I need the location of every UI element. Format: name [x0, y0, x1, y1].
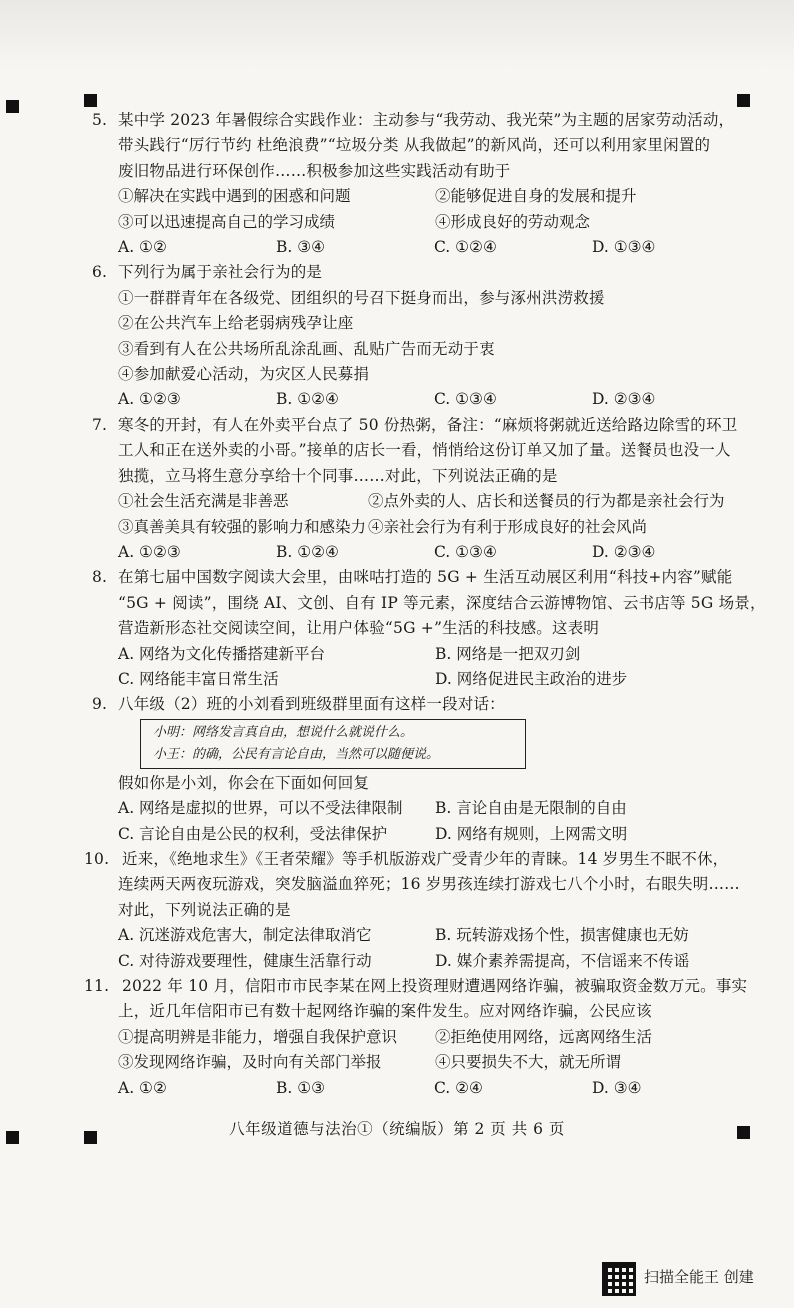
- question-7: [92, 413, 752, 565]
- statement-item: ③发现网络诈骗，及时向有关部门举报: [118, 1053, 382, 1072]
- question-stem: 上，近几年信阳市已有数十起网络诈骗的案件发生。应对网络诈骗，公民应该: [118, 1002, 652, 1021]
- answer-choice[interactable]: C. 对待游戏要理性，健康生活靠行动: [118, 951, 372, 970]
- question-11: [84, 974, 752, 1101]
- answer-choice[interactable]: B. ①②④: [276, 542, 339, 561]
- question-stem: 八年级（2）班的小刘看到班级群里面有这样一段对话：: [118, 695, 505, 714]
- answer-choice[interactable]: C. 网络能丰富日常生活: [118, 669, 279, 688]
- statement-item: ①提高明辨是非能力，增强自我保护意识: [118, 1027, 398, 1046]
- statement-item: ③真善美具有较强的影响力和感染力: [118, 517, 367, 536]
- statement-item: ④只要损失不大，就无所谓: [435, 1053, 622, 1072]
- answer-choice[interactable]: C. 言论自由是公民的权利，受法律保护: [118, 824, 388, 843]
- answer-choice[interactable]: A. 网络为文化传播搭建新平台: [118, 644, 326, 663]
- statement-item: ④形成良好的劳动观念: [435, 212, 591, 231]
- answer-choice[interactable]: D. ③④: [592, 1078, 642, 1097]
- answer-choice[interactable]: A. ①②③: [118, 390, 181, 409]
- question-stem: 营造新形态社交阅读空间，让用户体验“5G +”生活的科技感。这表明: [118, 619, 600, 638]
- question-stem: 独揽，立马将生意分享给十个同事……对此，下列说法正确的是: [118, 466, 558, 485]
- answer-choice[interactable]: D. ②③④: [592, 390, 656, 409]
- question-number: 5.: [92, 111, 108, 129]
- statement-item: ③看到有人在公共场所乱涂乱画、乱贴广告而无动于衷: [118, 339, 495, 358]
- question-6: [92, 260, 752, 412]
- answer-choice[interactable]: A. 网络是虚拟的世界，可以不受法律限制: [118, 799, 403, 818]
- statement-item: ④参加献爱心活动，为灾区人民募捐: [118, 365, 370, 384]
- page-footer: 八年级道德与法治①（统编版）第 2 页 共 6 页: [229, 1120, 565, 1138]
- question-stem: 对此，下列说法正确的是: [118, 900, 291, 919]
- answer-choice[interactable]: B. 玩转游戏扬个性，损害健康也无妨: [435, 926, 689, 945]
- answer-choice[interactable]: B. 网络是一把双刃剑: [435, 644, 581, 663]
- answer-choice[interactable]: D. ①③④: [592, 238, 656, 257]
- question-9: [92, 692, 752, 847]
- answer-choice[interactable]: A. 沉迷游戏危害大，制定法律取消它: [118, 926, 372, 945]
- exam-page: [84, 108, 766, 1101]
- registration-mark: [737, 94, 750, 107]
- dialog-line: 小明：网络发言真自由，想说什么就说什么。: [153, 724, 414, 740]
- answer-choice[interactable]: B. ①③: [276, 1078, 326, 1097]
- answer-choice[interactable]: B. ①②④: [276, 390, 339, 409]
- statement-item: ①解决在实践中遇到的困惑和问题: [118, 187, 351, 206]
- question-stem: 工人和正在送外卖的小哥。”接单的店长一看，悄悄给这份订单又加了量。送餐员也没一人: [118, 441, 731, 460]
- question-stem: 下列行为属于亲社会行为的是: [118, 263, 323, 282]
- answer-choice[interactable]: C. ①③④: [434, 542, 497, 561]
- statement-item: ①一群群青年在各级党、团组织的号召下挺身而出，参与涿州洪涝救援: [118, 288, 605, 307]
- question-5: [92, 108, 752, 260]
- question-8: [92, 565, 766, 692]
- question-stem: 连续两天两夜玩游戏，突发脑溢血猝死；16 岁男孩连续打游戏七八个小时，右眼失明……: [118, 875, 740, 894]
- question-stem: 在第七届中国数字阅读大会里，由咪咕打造的 5G + 生活互动展区利用“科技+内容”赋能: [118, 568, 733, 587]
- registration-mark: [6, 100, 19, 113]
- answer-choice[interactable]: C. ②④: [434, 1078, 483, 1097]
- answer-choice[interactable]: C. ①③④: [434, 390, 497, 409]
- question-number: 6.: [92, 263, 108, 282]
- scanner-watermark: 扫描全能王 创建: [644, 1268, 754, 1286]
- statement-item: ①社会生活充满是非善恶: [118, 492, 289, 511]
- statement-item: ④亲社会行为有利于形成良好的社会风尚: [368, 517, 648, 536]
- answer-choice[interactable]: B. 言论自由是无限制的自由: [435, 799, 627, 818]
- question-stem: 某中学 2023 年暑假综合实践作业：主动参与“我劳动、我光荣”为主题的居家劳动活动，: [118, 111, 735, 129]
- question-number: 9.: [92, 695, 108, 714]
- answer-choice[interactable]: A. ①②: [118, 1078, 167, 1097]
- question-stem: 假如你是小刘，你会在下面如何回复: [118, 773, 370, 792]
- question-stem: “5G + 阅读”，围绕 AI、文创、自有 IP 等元素，深度结合云游博物馆、云书店等 5G 场景，: [118, 593, 766, 612]
- dialog-line: 小王：的确，公民有言论自由，当然可以随便说。: [153, 746, 440, 762]
- answer-choice[interactable]: D. 网络促进民主政治的进步: [435, 669, 628, 688]
- answer-choice[interactable]: C. ①②④: [434, 238, 497, 257]
- registration-mark: [84, 94, 97, 107]
- question-number: 11.: [84, 977, 110, 995]
- answer-choice[interactable]: A. ①②: [118, 238, 167, 257]
- question-number: 10.: [84, 849, 110, 868]
- statement-item: ②拒绝使用网络，远离网络生活: [435, 1027, 653, 1046]
- statement-item: ②点外卖的人、店长和送餐员的行为都是亲社会行为: [368, 492, 725, 511]
- answer-choice[interactable]: D. ②③④: [592, 542, 656, 561]
- statement-item: ②能够促进自身的发展和提升: [435, 187, 637, 206]
- question-stem: 寒冬的开封，有人在外卖平台点了 50 份热粥，备注：“麻烦将粥就近送给路边除雪的环卫: [118, 415, 738, 434]
- answer-choice[interactable]: D. 媒介素养需提高，不信谣来不传谣: [435, 951, 690, 970]
- statement-item: ③可以迅速提高自己的学习成绩: [118, 212, 336, 231]
- answer-choice[interactable]: B. ③④: [276, 238, 326, 257]
- question-10: [84, 847, 752, 974]
- statement-item: ②在公共汽车上给老弱病残孕让座: [118, 314, 354, 333]
- question-stem: 带头践行“厉行节约 杜绝浪费”“垃圾分类 从我做起”的新风尚，还可以利用家里闲置的: [118, 136, 711, 155]
- question-number: 8.: [92, 568, 108, 587]
- question-number: 7.: [92, 415, 108, 434]
- dialog-box: [140, 719, 526, 769]
- answer-choice[interactable]: D. 网络有规则，上网需文明: [435, 824, 628, 843]
- answer-choice[interactable]: A. ①②③: [118, 542, 181, 561]
- question-stem: 近来，《绝地求生》《王者荣耀》等手机版游戏广受青少年的青睐。14 岁男生不眠不休，: [122, 849, 729, 868]
- qr-code-icon: [602, 1262, 636, 1296]
- scan-top-shade: [0, 0, 794, 70]
- question-stem: 废旧物品进行环保创作……积极参加这些实践活动有助于: [118, 161, 511, 180]
- question-stem: 2022 年 10 月，信阳市市民李某在网上投资理财遭遇网络诈骗，被骗取资金数万元。事实: [122, 977, 748, 995]
